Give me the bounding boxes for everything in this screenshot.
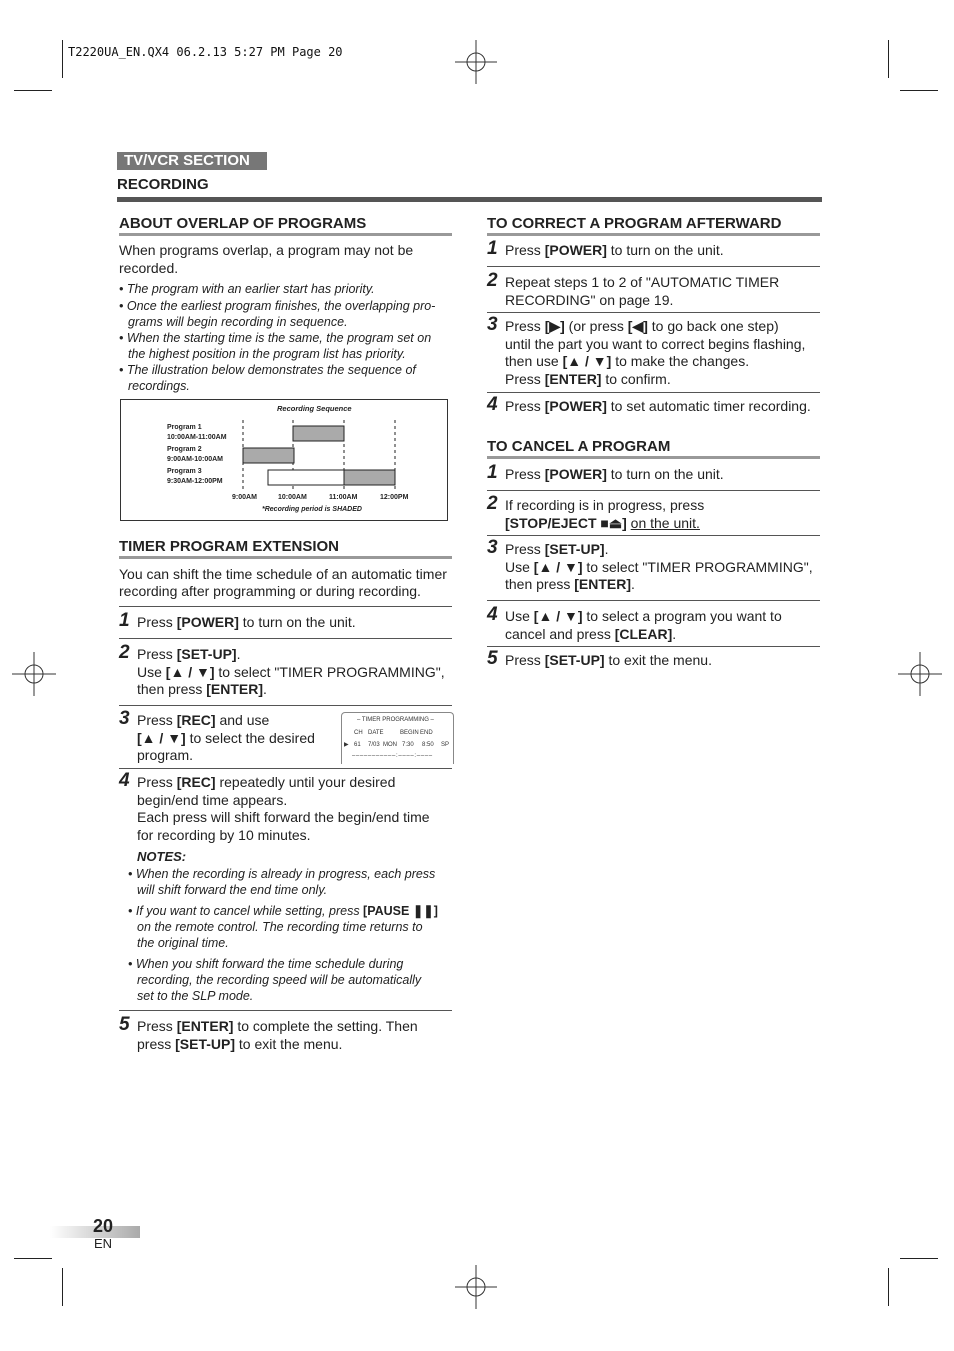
note-line: • When the recording is already in progress, each press [128,867,436,881]
section-tag: TV/VCR SECTION [117,152,267,170]
step-divider [487,535,820,536]
page-number: 20 [93,1216,114,1236]
screen-row-date: 7/03 [368,742,380,748]
screen-col-ch: CH [354,730,363,736]
screen-row-day: MON [383,742,397,748]
step-divider [487,646,820,647]
diagram-title: Recording Sequence [277,404,352,413]
step-divider [119,638,452,639]
registration-mark-icon [12,652,56,696]
heading-rule [487,456,820,459]
step-divider [119,768,452,769]
print-info: T2220UA_EN.QX4 06.2.13 5:27 PM Page 20 [68,45,343,59]
overlap-intro-2: recorded. [119,260,179,276]
screen-title: – TIMER PROGRAMMING – [357,717,434,723]
extension-intro-1: You can shift the time schedule of an automatic timer [119,566,447,582]
crop-mark [900,1258,938,1259]
note-line: • When you shift forward the time schedule during [128,957,404,971]
screen-col-end: END [420,730,433,736]
page-language: EN [94,1236,113,1251]
section-title: RECORDING [117,176,209,193]
overlap-bullet: grams will begin recording in sequence. [128,315,348,329]
section-divider [117,197,822,202]
screen-row-ch: 61 [354,742,361,748]
step-divider [119,705,452,706]
note-line: • If you want to cancel while setting, press [PAUSE ❚❚] [128,904,438,918]
heading-rule [119,233,452,236]
step-divider [487,266,820,267]
step-divider [487,312,820,313]
registration-mark-icon [455,1265,497,1309]
program-1-label: Program 1 10:00AM-11:00AM [167,424,227,441]
heading-rule [119,556,452,559]
time-tick: 9:00AM [232,494,257,501]
cancel-heading: TO CANCEL A PROGRAM [487,438,671,455]
crop-mark [888,1268,889,1306]
overlap-bullet: recordings. [128,379,190,393]
extension-intro-2: recording after programming or during recording. [119,583,421,599]
step-divider [119,606,452,607]
overlap-bullet: • The illustration below demonstrates the sequence of [119,363,416,377]
note-line: on the remote control. The recording time returns to [137,920,423,934]
cursor-arrow-icon: ▶ [344,742,349,748]
program-2-label: Program 2 9:00AM-10:00AM [167,446,224,463]
screen-col-begin: BEGIN [400,730,419,736]
note-line: will shift forward the end time only. [137,883,328,897]
overlap-bullet: • The program with an earlier start has priority. [119,282,375,296]
time-tick: 11:00AM [329,494,358,501]
step-divider [487,392,820,393]
notes-title: NOTES: [137,849,187,864]
overlap-bullet: • Once the earliest program finishes, the overlapping pro- [119,299,436,313]
time-tick: 10:00AM [278,494,307,501]
screen-col-date: DATE [368,730,384,736]
time-tick: 12:00PM [380,494,409,501]
note-line: set to the SLP mode. [137,989,254,1003]
step-divider [487,490,820,491]
correct-heading: TO CORRECT A PROGRAM AFTERWARD [487,215,782,232]
screen-row-end: 8:50 [422,742,434,748]
screen-blank-row: – – – – – – – – – – – : – – – – : – – – – [352,753,432,759]
crop-mark [888,40,889,78]
screen-row-begin: 7:30 [402,742,414,748]
sequence-bars [121,400,447,520]
overlap-bullet: • When the starting time is the same, the program set on [119,331,432,345]
overlap-intro-1: When programs overlap, a program may not be [119,242,414,258]
recording-sequence-diagram [120,399,448,521]
crop-mark [900,90,938,91]
program-3-label: Program 3 9:30AM-12:00PM [167,468,223,485]
step-divider [119,1010,452,1011]
step-divider [487,600,820,601]
note-line: recording, the recording speed will be automatically [137,973,422,987]
registration-mark-icon [898,652,942,696]
crop-mark [62,40,63,78]
crop-mark [14,1258,52,1259]
note-line: the original time. [137,936,229,950]
diagram-note: *Recording period is SHADED [262,506,362,513]
crop-mark [62,1268,63,1306]
crop-mark [14,90,52,91]
screen-row-speed: SP [441,742,450,748]
timer-programming-screen [341,712,454,764]
extension-heading: TIMER PROGRAM EXTENSION [119,538,340,555]
overlap-bullet: the highest position in the program list has priority. [128,347,406,361]
overlap-heading: ABOUT OVERLAP OF PROGRAMS [119,215,367,232]
registration-mark-icon [455,40,497,84]
heading-rule [487,233,820,236]
